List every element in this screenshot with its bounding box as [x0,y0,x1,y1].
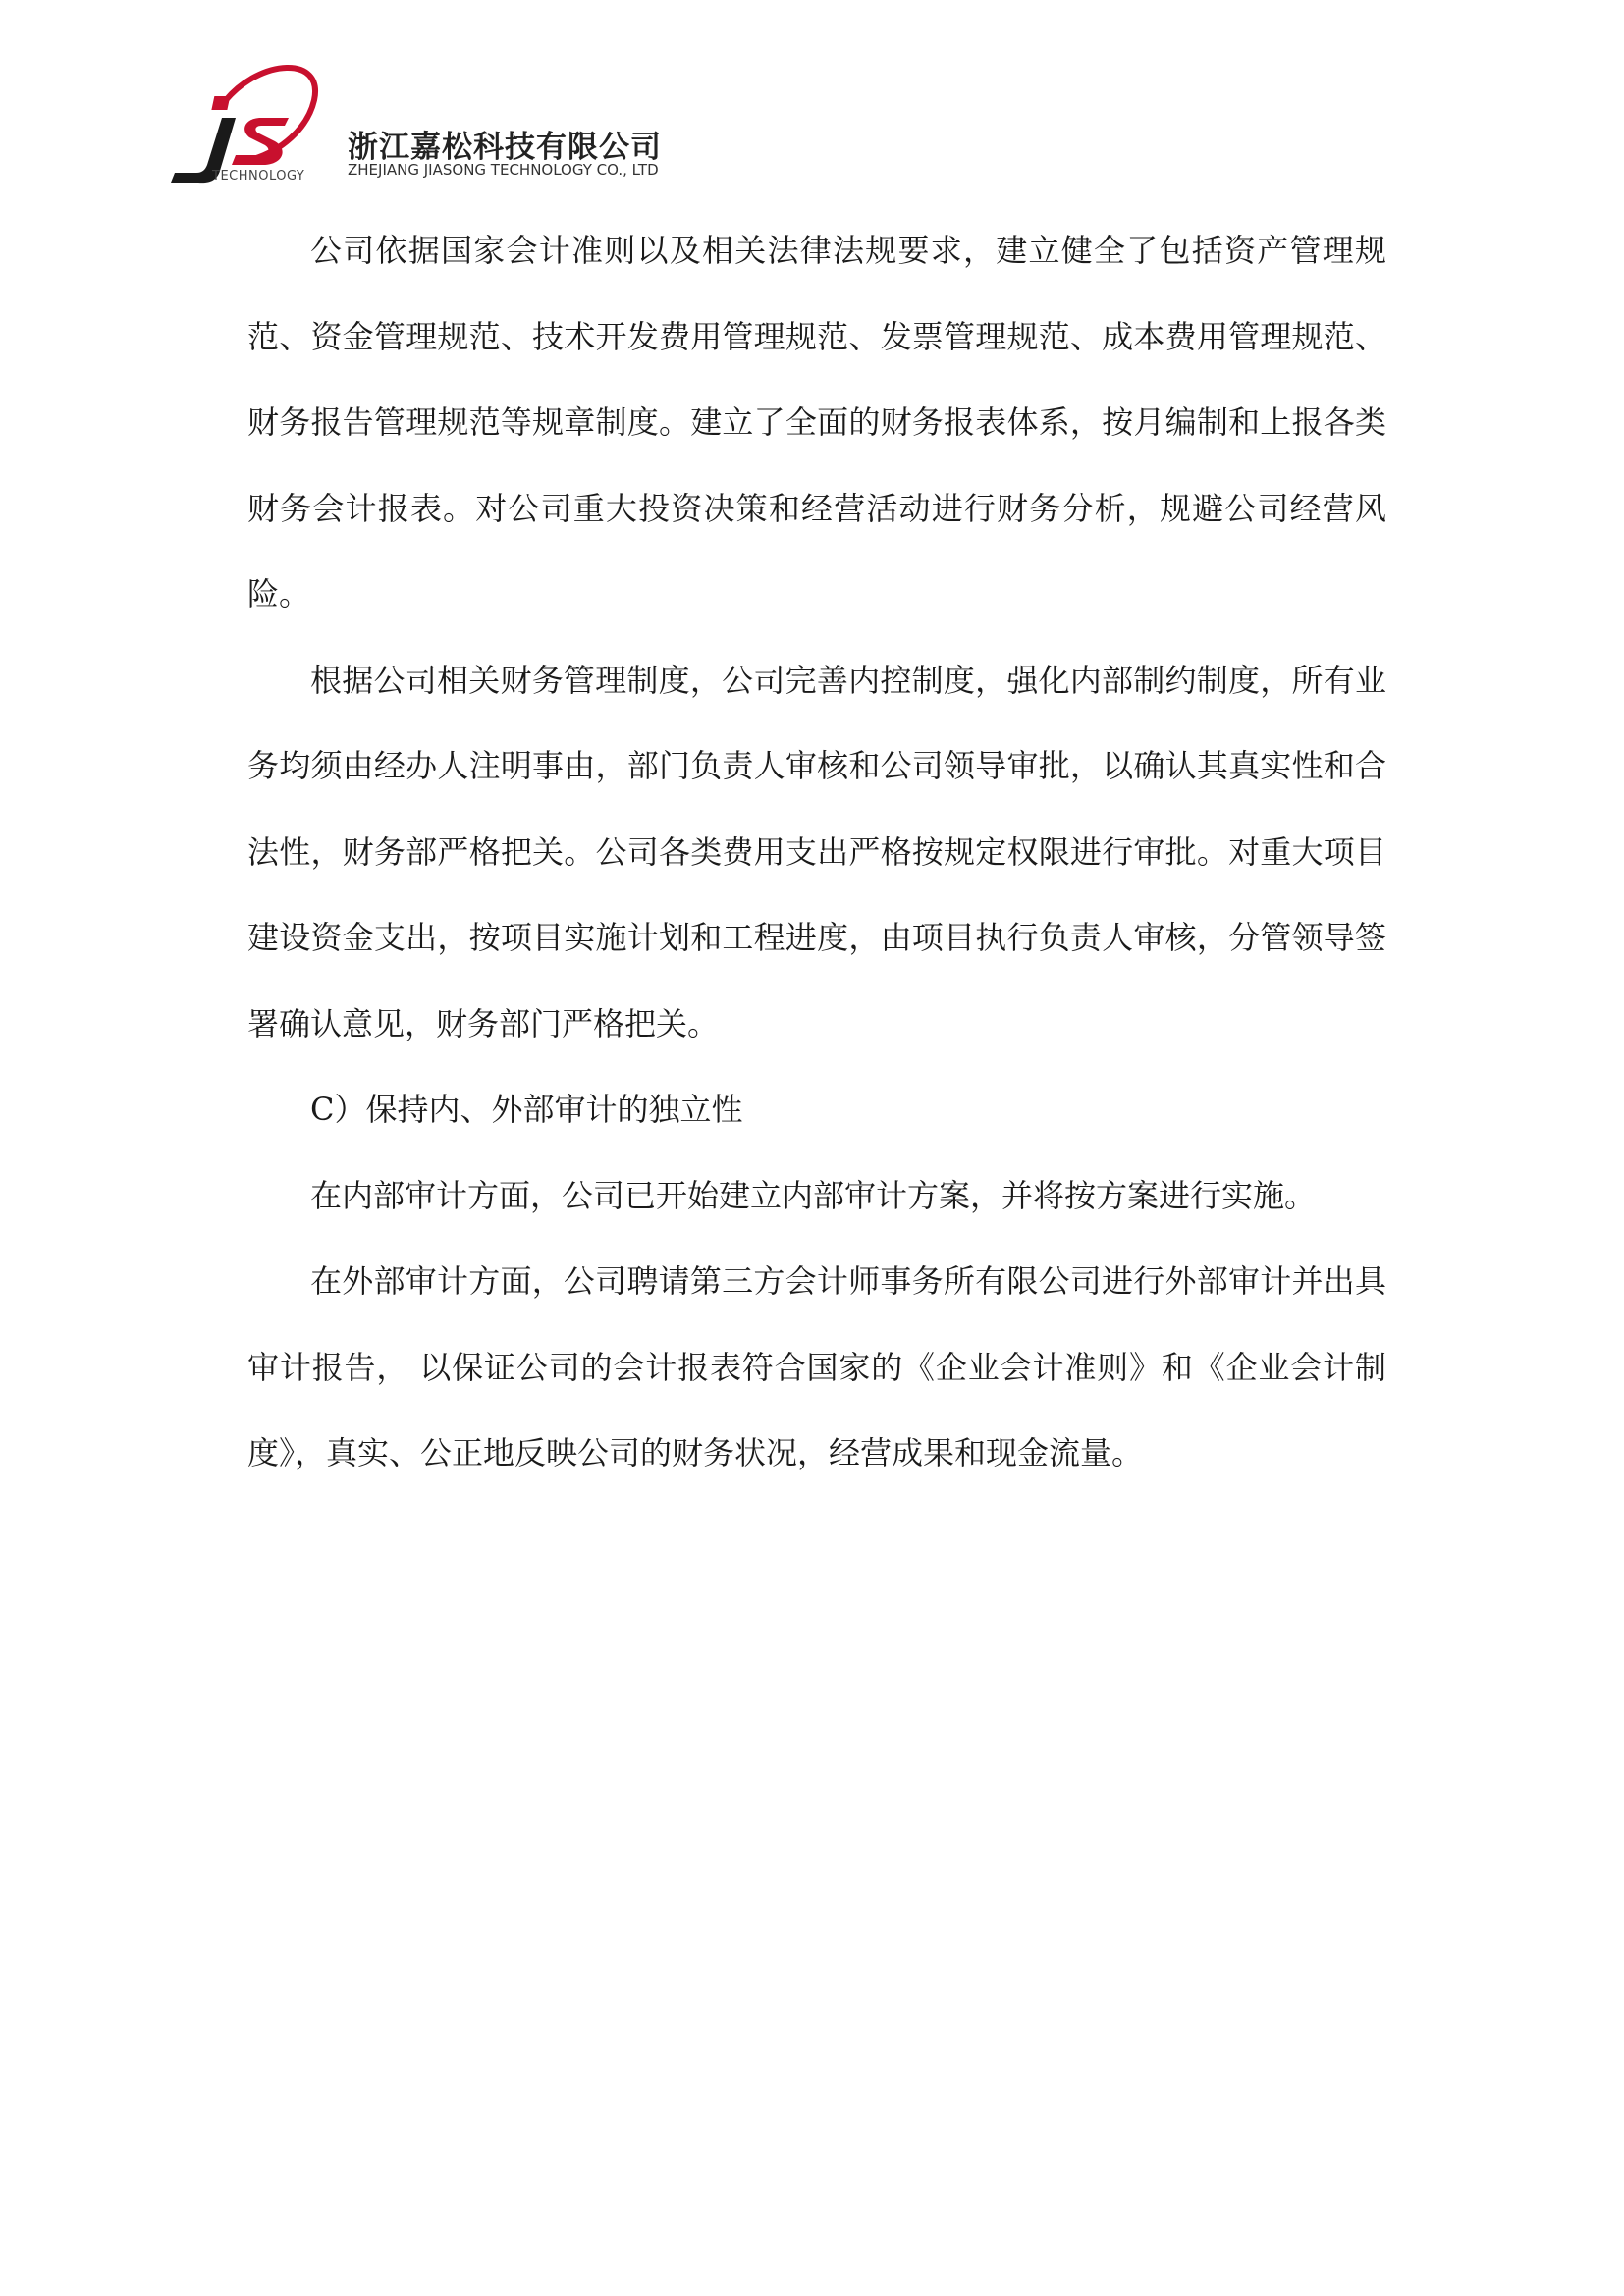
section-heading-audit-independence: C）保持内、外部审计的独立性 [310,1091,743,1128]
company-name-en: ZHEJIANG JIASONG TECHNOLOGY CO., LTD [348,161,659,179]
paragraph-accounting-standards: 公司依据国家会计准则以及相关法律法规要求，建立健全了包括资产管理规范、资金管理规范、技术开发费用管理规范、发票管理规范、成本费用管理规范、财务报告管理规范等规章制度。建立了全面的财务报表体系，按月编制和上报各类财务会计报表。对公司重大投资决策和经营活动进行财务分析，规避公司经营风险。 [247,232,1386,613]
paragraph-external-audit: 在外部审计方面，公司聘请第三方会计师事务所有限公司进行外部审计并出具审计报告， 以保证公司的会计报表符合国家的《企业会计准则》和《企业会计制度》，真实、公正地反映公司的财务状况，经营成果和现金流量。 [247,1262,1386,1471]
logo-subtitle: TECHNOLOGY [212,169,305,184]
page-header [167,61,717,193]
document-body [247,208,1386,1497]
paragraph-internal-audit: 在内部审计方面，公司已开始建立内部审计方案，并将按方案进行实施。 [310,1176,1317,1214]
company-name-cn: 浙江嘉松科技有限公司 [348,130,662,165]
paragraph-internal-control: 根据公司相关财务管理制度，公司完善内控制度，强化内部制约制度，所有业务均须由经办人注明事由，部门负责人审核和公司领导审批，以确认其真实性和合法性，财务部严格把关。公司各类费用支出严格按规定权限进行审批。对重大项目建设资金支出，按项目实施计划和工程进度，由项目执行负责人审核，分管领导签署确认意见，财务部门严格把关。 [247,661,1386,1042]
